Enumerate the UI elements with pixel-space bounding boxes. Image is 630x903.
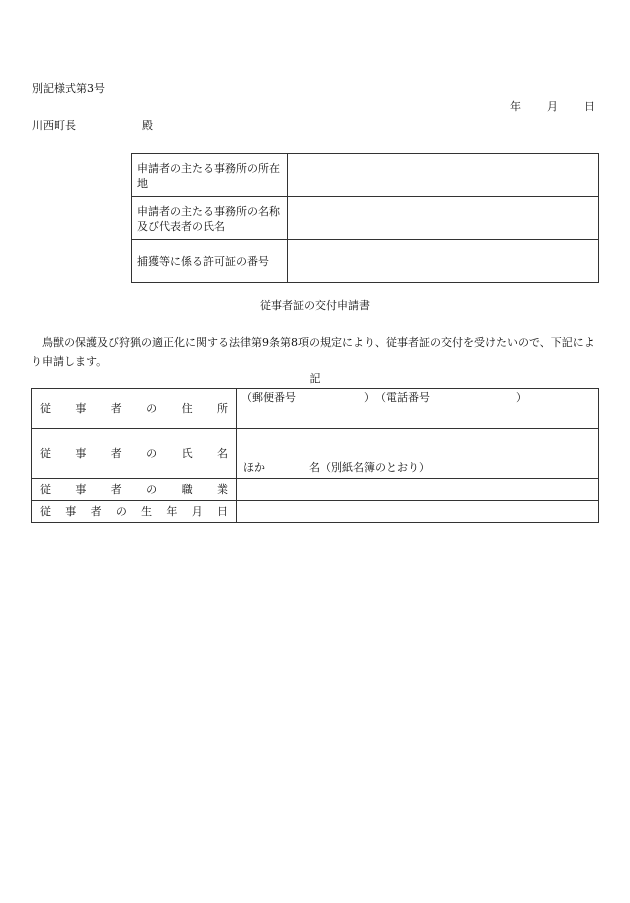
applicant-name-field[interactable] (288, 197, 599, 240)
worker-name-label: 従 事 者 の 氏 名 (32, 429, 237, 479)
date-day-label: 日 (584, 100, 595, 113)
others-prefix: ほか (243, 460, 265, 474)
date-month-label: 月 (547, 100, 558, 113)
contact-number-line (241, 390, 527, 405)
document-title: 従事者証の交付申請書 (260, 299, 370, 312)
applicant-address-label: 申請者の主たる事務所の所在地 (132, 154, 288, 197)
permit-number-row (132, 240, 599, 283)
worker-birthdate-label: 従 事 者 の 生 年 月 日 (32, 501, 237, 523)
worker-record-table (31, 388, 599, 523)
applicant-name-row (132, 197, 599, 240)
others-suffix: 名（別紙名簿のとおり） (309, 460, 430, 474)
date-line (510, 99, 595, 114)
permit-number-field[interactable] (288, 240, 599, 283)
worker-occupation-row (32, 479, 599, 501)
date-year-label: 年 (510, 100, 521, 113)
worker-address-row (32, 389, 599, 429)
worker-name-field[interactable] (237, 429, 599, 479)
applicant-address-row (132, 154, 599, 197)
addressee-name: 川西町長 (32, 119, 76, 132)
applicant-address-field[interactable] (288, 154, 599, 197)
permit-number-label: 捕獲等に係る許可証の番号 (132, 240, 288, 283)
postal-code-open: （郵便番号 (241, 391, 296, 404)
worker-name-row (32, 429, 599, 479)
worker-birthdate-row (32, 501, 599, 523)
worker-occupation-label: 従 事 者 の 職 業 (32, 479, 237, 501)
applicant-info-table (131, 153, 599, 283)
phone-number-open: （電話番号 (375, 391, 430, 404)
record-heading: 記 (309, 372, 321, 385)
worker-address-label: 従 事 者 の 住 所 (32, 389, 237, 429)
postal-code-close: ） (364, 391, 375, 404)
others-count-line (243, 460, 430, 475)
body-paragraph: 鳥獣の保護及び狩猟の適正化に関する法律第9条第8項の規定により、従事者証の交付を受けたいので、下記により申請します。 (31, 336, 595, 368)
worker-address-field[interactable] (237, 389, 599, 429)
addressee-honorific: 殿 (142, 119, 153, 132)
form-number: 別記様式第3号 (32, 82, 105, 95)
worker-birthdate-field[interactable] (237, 501, 599, 523)
phone-number-close: ） (516, 391, 527, 404)
worker-occupation-field[interactable] (237, 479, 599, 501)
addressee (32, 118, 153, 133)
applicant-name-label: 申請者の主たる事務所の名称及び代表者の氏名 (132, 197, 288, 240)
